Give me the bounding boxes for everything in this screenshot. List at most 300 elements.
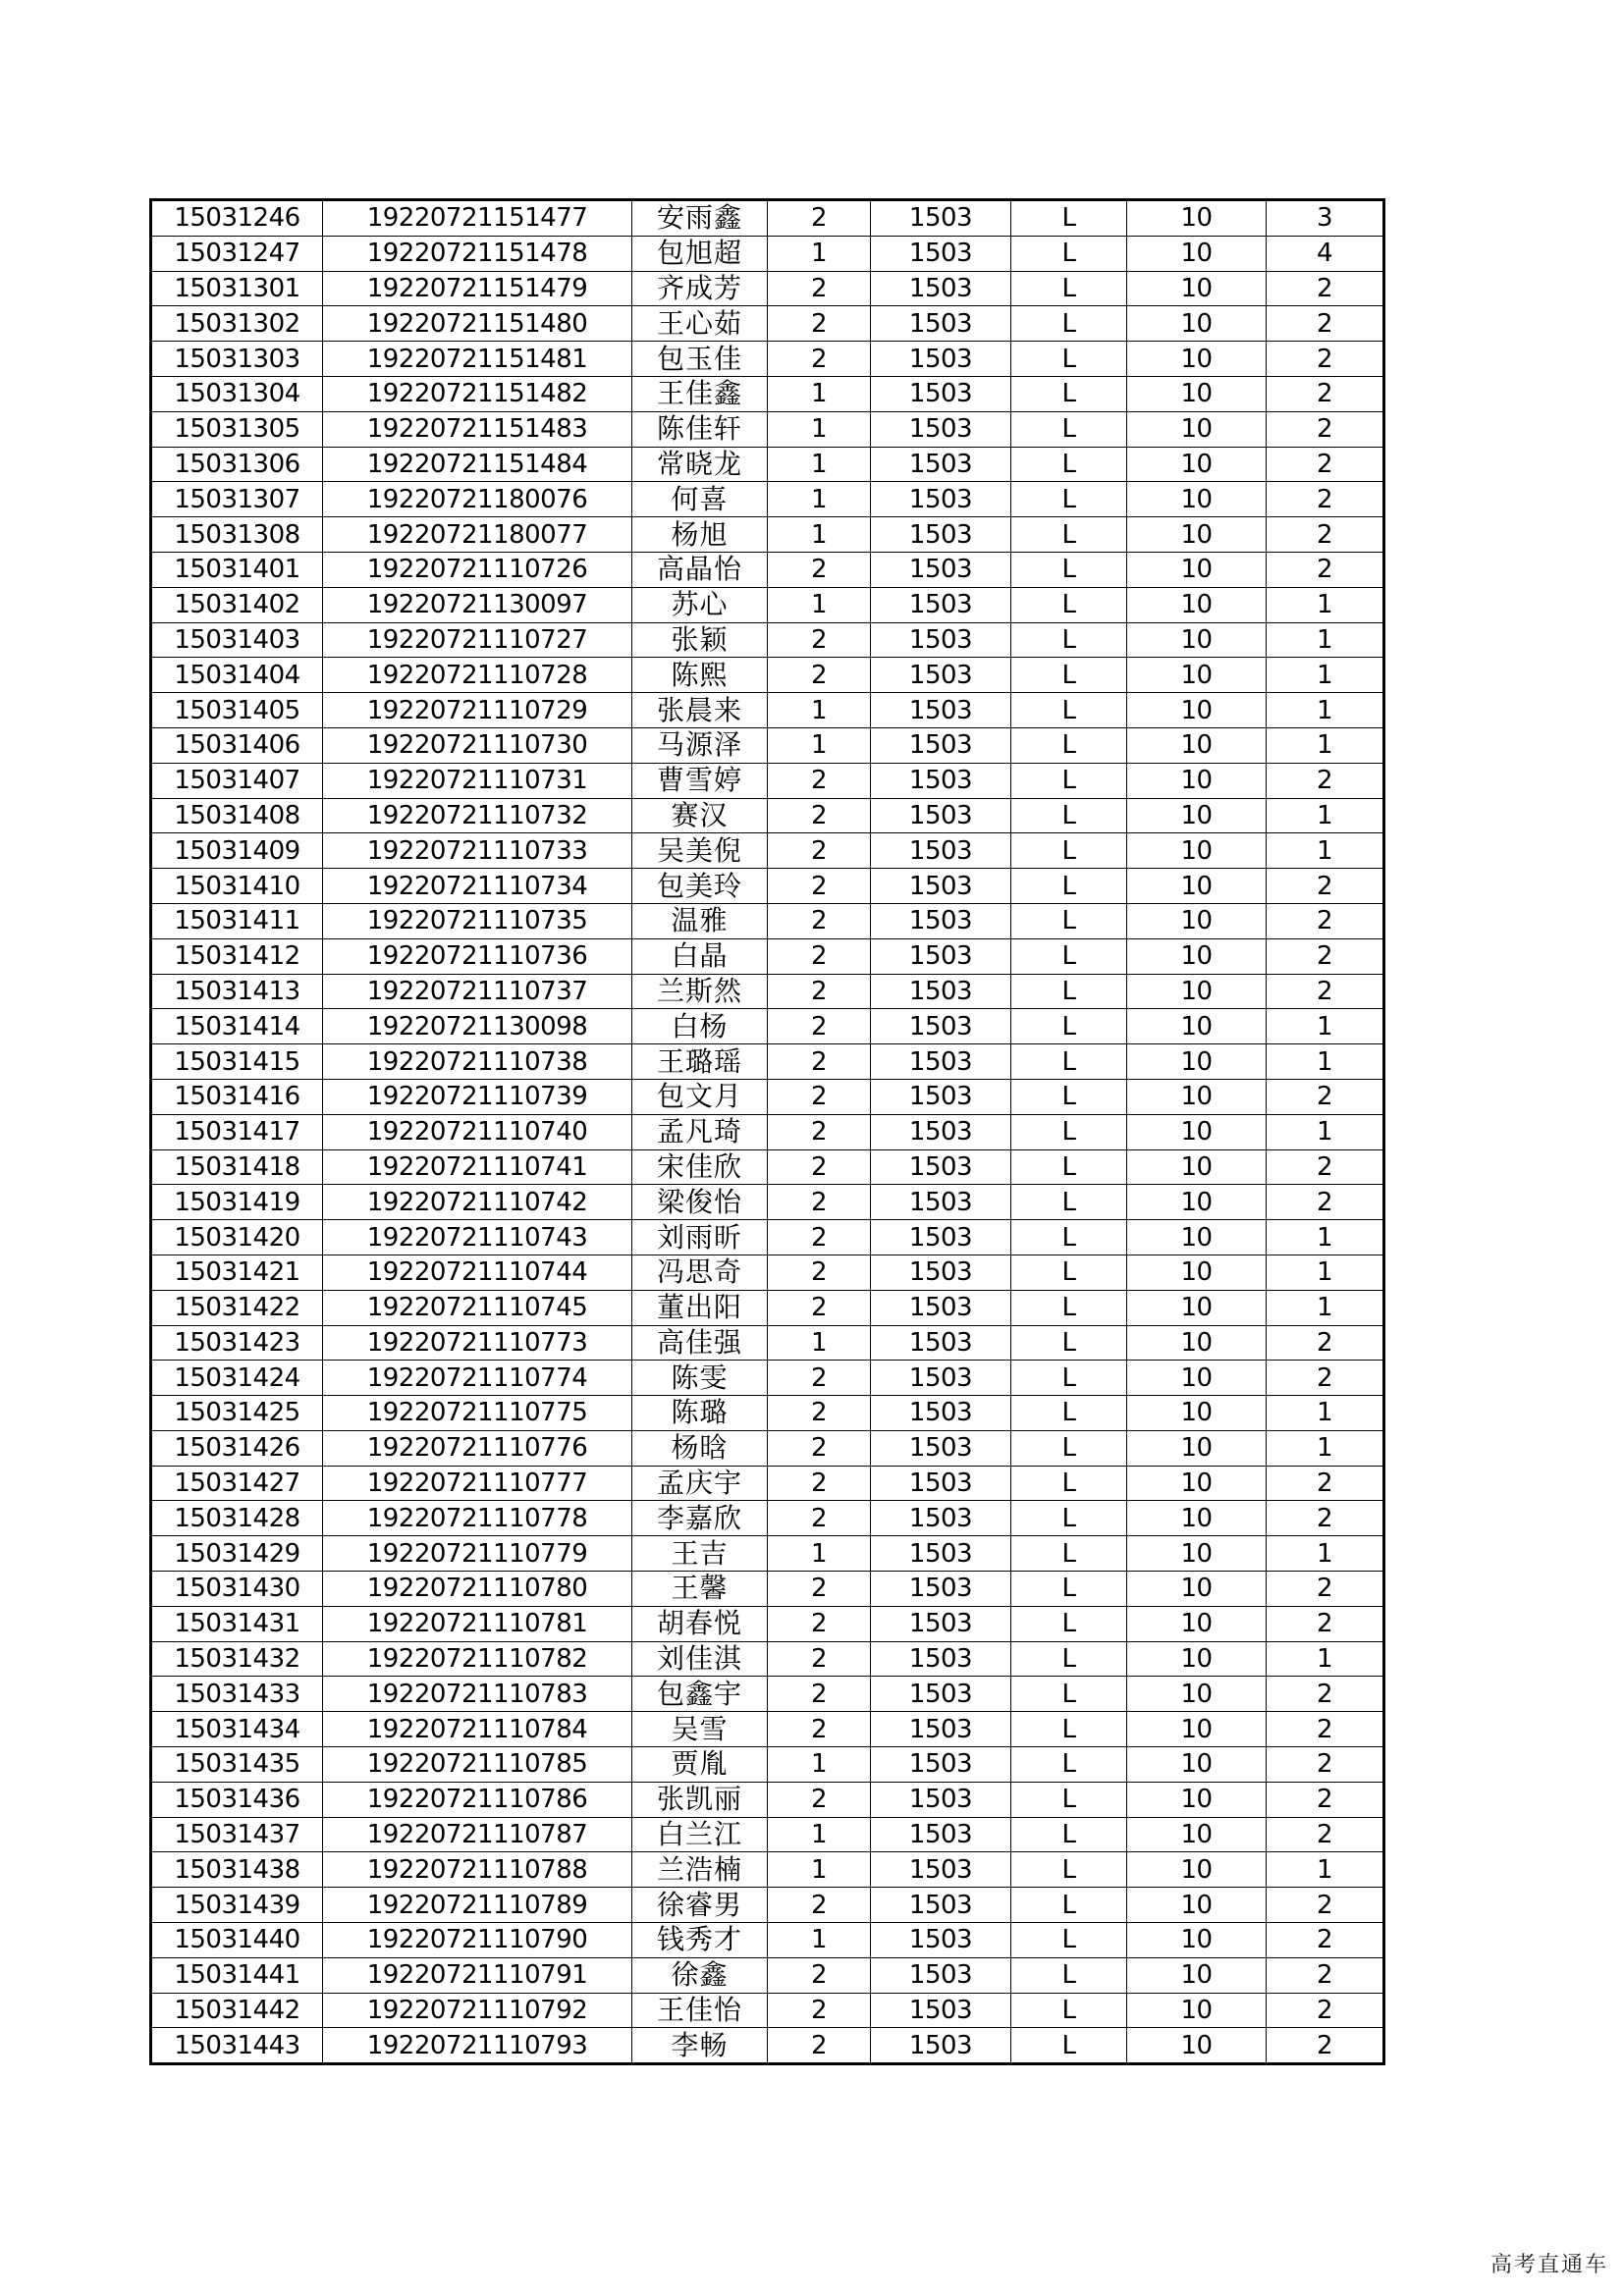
cell-gender-code: 1 <box>768 587 871 622</box>
cell-school-code: 1503 <box>871 1501 1011 1536</box>
table-row <box>151 833 1384 869</box>
cell-gender-code: 2 <box>768 1149 871 1185</box>
cell-gender-code: 1 <box>768 411 871 447</box>
cell-school-code: 1503 <box>871 1361 1011 1396</box>
cell-grade-code: 10 <box>1127 342 1267 377</box>
cell-candidate-number: 19220721110736 <box>323 938 632 974</box>
cell-name: 高佳强 <box>632 1325 768 1361</box>
table-row <box>151 1009 1384 1044</box>
cell-school-code: 1503 <box>871 1993 1011 2028</box>
cell-group-code: 1 <box>1267 1220 1384 1255</box>
cell-grade-code: 10 <box>1127 763 1267 798</box>
cell-track: L <box>1011 411 1127 447</box>
cell-name: 王心茹 <box>632 306 768 342</box>
table-row <box>151 727 1384 763</box>
cell-group-code: 2 <box>1267 903 1384 938</box>
cell-gender-code: 2 <box>768 1185 871 1220</box>
cell-track: L <box>1011 306 1127 342</box>
cell-exam-seat-id: 15031430 <box>151 1572 323 1607</box>
cell-grade-code: 10 <box>1127 517 1267 553</box>
cell-gender-code: 2 <box>768 763 871 798</box>
cell-candidate-number: 19220721110774 <box>323 1361 632 1396</box>
cell-group-code: 2 <box>1267 974 1384 1009</box>
cell-track: L <box>1011 1817 1127 1852</box>
table-row <box>151 1466 1384 1501</box>
cell-exam-seat-id: 15031439 <box>151 1888 323 1923</box>
table-row <box>151 1149 1384 1185</box>
cell-group-code: 3 <box>1267 200 1384 237</box>
cell-candidate-number: 19220721110786 <box>323 1782 632 1817</box>
cell-school-code: 1503 <box>871 552 1011 587</box>
cell-school-code: 1503 <box>871 1641 1011 1677</box>
cell-track: L <box>1011 1044 1127 1080</box>
cell-track: L <box>1011 482 1127 517</box>
table-row <box>151 1325 1384 1361</box>
cell-gender-code: 2 <box>768 2028 871 2064</box>
cell-name: 兰斯然 <box>632 974 768 1009</box>
cell-grade-code: 10 <box>1127 1361 1267 1396</box>
cell-name: 白晶 <box>632 938 768 974</box>
cell-grade-code: 10 <box>1127 622 1267 658</box>
cell-grade-code: 10 <box>1127 587 1267 622</box>
cell-track: L <box>1011 1361 1127 1396</box>
table-row <box>151 1501 1384 1536</box>
table-row <box>151 1993 1384 2028</box>
cell-gender-code: 2 <box>768 903 871 938</box>
cell-exam-seat-id: 15031412 <box>151 938 323 974</box>
cell-track: L <box>1011 658 1127 693</box>
cell-exam-seat-id: 15031429 <box>151 1536 323 1572</box>
cell-candidate-number: 19220721110729 <box>323 693 632 728</box>
cell-grade-code: 10 <box>1127 693 1267 728</box>
cell-candidate-number: 19220721110790 <box>323 1923 632 1958</box>
cell-candidate-number: 19220721110787 <box>323 1817 632 1852</box>
cell-candidate-number: 19220721110793 <box>323 2028 632 2064</box>
cell-gender-code: 1 <box>768 1536 871 1572</box>
cell-exam-seat-id: 15031408 <box>151 798 323 833</box>
cell-group-code: 2 <box>1267 1782 1384 1817</box>
cell-school-code: 1503 <box>871 306 1011 342</box>
cell-exam-seat-id: 15031302 <box>151 306 323 342</box>
cell-group-code: 2 <box>1267 1888 1384 1923</box>
cell-group-code: 2 <box>1267 271 1384 306</box>
cell-track: L <box>1011 1536 1127 1572</box>
cell-name: 刘佳淇 <box>632 1641 768 1677</box>
cell-grade-code: 10 <box>1127 482 1267 517</box>
table-row <box>151 1220 1384 1255</box>
cell-school-code: 1503 <box>871 1396 1011 1431</box>
cell-school-code: 1503 <box>871 693 1011 728</box>
cell-grade-code: 10 <box>1127 2028 1267 2064</box>
cell-group-code: 2 <box>1267 482 1384 517</box>
table-row <box>151 1430 1384 1466</box>
table-row <box>151 903 1384 938</box>
cell-track: L <box>1011 1079 1127 1114</box>
cell-track: L <box>1011 376 1127 411</box>
cell-gender-code: 1 <box>768 1747 871 1783</box>
cell-gender-code: 2 <box>768 1079 871 1114</box>
cell-candidate-number: 19220721110735 <box>323 903 632 938</box>
cell-exam-seat-id: 15031436 <box>151 1782 323 1817</box>
cell-school-code: 1503 <box>871 1536 1011 1572</box>
cell-track: L <box>1011 1114 1127 1149</box>
cell-school-code: 1503 <box>871 517 1011 553</box>
cell-grade-code: 10 <box>1127 1536 1267 1572</box>
table-row <box>151 938 1384 974</box>
cell-grade-code: 10 <box>1127 1185 1267 1220</box>
cell-name: 齐成芳 <box>632 271 768 306</box>
cell-school-code: 1503 <box>871 1149 1011 1185</box>
cell-gender-code: 2 <box>768 1396 871 1431</box>
cell-gender-code: 1 <box>768 517 871 553</box>
cell-name: 冯思奇 <box>632 1255 768 1290</box>
cell-name: 吴美倪 <box>632 833 768 869</box>
table-row <box>151 376 1384 411</box>
cell-grade-code: 10 <box>1127 869 1267 904</box>
cell-name: 李嘉欣 <box>632 1501 768 1536</box>
cell-group-code: 1 <box>1267 833 1384 869</box>
cell-exam-seat-id: 15031307 <box>151 482 323 517</box>
cell-grade-code: 10 <box>1127 1396 1267 1431</box>
table-row <box>151 1817 1384 1852</box>
cell-group-code: 2 <box>1267 447 1384 482</box>
cell-candidate-number: 19220721110785 <box>323 1747 632 1783</box>
cell-grade-code: 10 <box>1127 1114 1267 1149</box>
cell-gender-code: 2 <box>768 306 871 342</box>
watermark-text: 高考直通车 <box>1489 2253 1608 2277</box>
table-row <box>151 1079 1384 1114</box>
cell-exam-seat-id: 15031301 <box>151 271 323 306</box>
roster-table <box>149 198 1385 2065</box>
cell-name: 刘雨昕 <box>632 1220 768 1255</box>
cell-group-code: 2 <box>1267 1957 1384 1993</box>
cell-name: 高晶怡 <box>632 552 768 587</box>
cell-name: 陈熙 <box>632 658 768 693</box>
cell-name: 吴雪 <box>632 1712 768 1747</box>
cell-gender-code: 1 <box>768 1852 871 1888</box>
cell-name: 钱秀才 <box>632 1923 768 1958</box>
cell-candidate-number: 19220721110731 <box>323 763 632 798</box>
cell-group-code: 2 <box>1267 1079 1384 1114</box>
cell-candidate-number: 19220721110777 <box>323 1466 632 1501</box>
cell-exam-seat-id: 15031434 <box>151 1712 323 1747</box>
cell-track: L <box>1011 727 1127 763</box>
table-row <box>151 974 1384 1009</box>
table-row <box>151 552 1384 587</box>
table-row <box>151 306 1384 342</box>
cell-school-code: 1503 <box>871 798 1011 833</box>
cell-grade-code: 10 <box>1127 1993 1267 2028</box>
cell-group-code: 2 <box>1267 1712 1384 1747</box>
cell-grade-code: 10 <box>1127 1888 1267 1923</box>
cell-grade-code: 10 <box>1127 1712 1267 1747</box>
cell-name: 张凯丽 <box>632 1782 768 1817</box>
cell-track: L <box>1011 1888 1127 1923</box>
cell-school-code: 1503 <box>871 236 1011 271</box>
cell-school-code: 1503 <box>871 1466 1011 1501</box>
cell-group-code: 1 <box>1267 1430 1384 1466</box>
cell-exam-seat-id: 15031432 <box>151 1641 323 1677</box>
cell-exam-seat-id: 15031428 <box>151 1501 323 1536</box>
cell-gender-code: 2 <box>768 1255 871 1290</box>
cell-candidate-number: 19220721110792 <box>323 1993 632 2028</box>
cell-gender-code: 2 <box>768 974 871 1009</box>
cell-school-code: 1503 <box>871 1572 1011 1607</box>
cell-grade-code: 10 <box>1127 1501 1267 1536</box>
cell-exam-seat-id: 15031247 <box>151 236 323 271</box>
cell-group-code: 2 <box>1267 1325 1384 1361</box>
cell-exam-seat-id: 15031406 <box>151 727 323 763</box>
cell-grade-code: 10 <box>1127 1220 1267 1255</box>
cell-track: L <box>1011 2028 1127 2064</box>
cell-candidate-number: 19220721110732 <box>323 798 632 833</box>
cell-candidate-number: 19220721110726 <box>323 552 632 587</box>
cell-school-code: 1503 <box>871 622 1011 658</box>
cell-candidate-number: 19220721110782 <box>323 1641 632 1677</box>
cell-grade-code: 10 <box>1127 1044 1267 1080</box>
cell-exam-seat-id: 15031438 <box>151 1852 323 1888</box>
cell-candidate-number: 19220721110780 <box>323 1572 632 1607</box>
cell-candidate-number: 19220721151482 <box>323 376 632 411</box>
cell-name: 陈雯 <box>632 1361 768 1396</box>
cell-track: L <box>1011 1325 1127 1361</box>
cell-exam-seat-id: 15031405 <box>151 693 323 728</box>
cell-school-code: 1503 <box>871 1712 1011 1747</box>
cell-name: 包鑫宇 <box>632 1677 768 1712</box>
cell-school-code: 1503 <box>871 938 1011 974</box>
cell-grade-code: 10 <box>1127 938 1267 974</box>
cell-grade-code: 10 <box>1127 271 1267 306</box>
cell-exam-seat-id: 15031409 <box>151 833 323 869</box>
cell-grade-code: 10 <box>1127 1255 1267 1290</box>
cell-track: L <box>1011 974 1127 1009</box>
cell-candidate-number: 19220721151483 <box>323 411 632 447</box>
cell-grade-code: 10 <box>1127 1923 1267 1958</box>
cell-group-code: 1 <box>1267 658 1384 693</box>
cell-gender-code: 2 <box>768 869 871 904</box>
cell-school-code: 1503 <box>871 1677 1011 1712</box>
cell-school-code: 1503 <box>871 1606 1011 1641</box>
cell-exam-seat-id: 15031431 <box>151 1606 323 1641</box>
cell-exam-seat-id: 15031426 <box>151 1430 323 1466</box>
cell-gender-code: 2 <box>768 938 871 974</box>
cell-exam-seat-id: 15031401 <box>151 552 323 587</box>
cell-group-code: 1 <box>1267 1396 1384 1431</box>
cell-group-code: 2 <box>1267 2028 1384 2064</box>
cell-candidate-number: 19220721110733 <box>323 833 632 869</box>
cell-school-code: 1503 <box>871 763 1011 798</box>
cell-candidate-number: 19220721110738 <box>323 1044 632 1080</box>
cell-group-code: 1 <box>1267 1852 1384 1888</box>
cell-group-code: 2 <box>1267 411 1384 447</box>
cell-exam-seat-id: 15031410 <box>151 869 323 904</box>
cell-group-code: 2 <box>1267 869 1384 904</box>
table-row <box>151 1888 1384 1923</box>
table-row <box>151 1396 1384 1431</box>
cell-gender-code: 2 <box>768 1957 871 1993</box>
table-row <box>151 1747 1384 1783</box>
cell-gender-code: 1 <box>768 1923 871 1958</box>
cell-school-code: 1503 <box>871 1044 1011 1080</box>
cell-school-code: 1503 <box>871 1114 1011 1149</box>
cell-group-code: 2 <box>1267 1923 1384 1958</box>
cell-school-code: 1503 <box>871 658 1011 693</box>
cell-name: 常晓龙 <box>632 447 768 482</box>
cell-track: L <box>1011 1220 1127 1255</box>
cell-school-code: 1503 <box>871 1009 1011 1044</box>
cell-school-code: 1503 <box>871 587 1011 622</box>
cell-school-code: 1503 <box>871 1923 1011 1958</box>
cell-grade-code: 10 <box>1127 1782 1267 1817</box>
cell-gender-code: 2 <box>768 658 871 693</box>
cell-gender-code: 2 <box>768 1220 871 1255</box>
cell-group-code: 2 <box>1267 1185 1384 1220</box>
cell-school-code: 1503 <box>871 447 1011 482</box>
cell-gender-code: 2 <box>768 1993 871 2028</box>
cell-name: 温雅 <box>632 903 768 938</box>
cell-gender-code: 1 <box>768 447 871 482</box>
cell-gender-code: 2 <box>768 1888 871 1923</box>
cell-name: 宋佳欣 <box>632 1149 768 1185</box>
cell-track: L <box>1011 271 1127 306</box>
cell-exam-seat-id: 15031418 <box>151 1149 323 1185</box>
cell-grade-code: 10 <box>1127 236 1267 271</box>
cell-gender-code: 2 <box>768 271 871 306</box>
cell-track: L <box>1011 200 1127 237</box>
cell-name: 王璐瑶 <box>632 1044 768 1080</box>
table-row <box>151 1044 1384 1080</box>
cell-school-code: 1503 <box>871 833 1011 869</box>
cell-gender-code: 2 <box>768 1572 871 1607</box>
table-row <box>151 1361 1384 1396</box>
cell-group-code: 1 <box>1267 1641 1384 1677</box>
cell-group-code: 4 <box>1267 236 1384 271</box>
table-row <box>151 763 1384 798</box>
cell-track: L <box>1011 798 1127 833</box>
cell-candidate-number: 19220721151484 <box>323 447 632 482</box>
cell-grade-code: 10 <box>1127 1149 1267 1185</box>
cell-track: L <box>1011 1572 1127 1607</box>
cell-candidate-number: 19220721151480 <box>323 306 632 342</box>
cell-track: L <box>1011 1923 1127 1958</box>
cell-track: L <box>1011 1852 1127 1888</box>
cell-candidate-number: 19220721110778 <box>323 1501 632 1536</box>
cell-candidate-number: 19220721110730 <box>323 727 632 763</box>
cell-track: L <box>1011 1255 1127 1290</box>
cell-exam-seat-id: 15031427 <box>151 1466 323 1501</box>
cell-candidate-number: 19220721151479 <box>323 271 632 306</box>
table-row <box>151 869 1384 904</box>
cell-name: 杨晗 <box>632 1430 768 1466</box>
cell-gender-code: 1 <box>768 376 871 411</box>
cell-school-code: 1503 <box>871 1782 1011 1817</box>
cell-exam-seat-id: 15031306 <box>151 447 323 482</box>
table-row <box>151 1852 1384 1888</box>
cell-grade-code: 10 <box>1127 658 1267 693</box>
cell-candidate-number: 19220721110737 <box>323 974 632 1009</box>
cell-name: 陈璐 <box>632 1396 768 1431</box>
cell-exam-seat-id: 15031441 <box>151 1957 323 1993</box>
cell-gender-code: 2 <box>768 833 871 869</box>
cell-group-code: 2 <box>1267 306 1384 342</box>
cell-candidate-number: 19220721110776 <box>323 1430 632 1466</box>
cell-school-code: 1503 <box>871 1957 1011 1993</box>
cell-school-code: 1503 <box>871 1430 1011 1466</box>
cell-name: 曹雪婷 <box>632 763 768 798</box>
cell-name: 王佳怡 <box>632 1993 768 2028</box>
cell-group-code: 2 <box>1267 763 1384 798</box>
table-row <box>151 693 1384 728</box>
cell-grade-code: 10 <box>1127 1747 1267 1783</box>
cell-name: 何喜 <box>632 482 768 517</box>
cell-name: 孟凡琦 <box>632 1114 768 1149</box>
cell-candidate-number: 19220721110775 <box>323 1396 632 1431</box>
cell-grade-code: 10 <box>1127 1641 1267 1677</box>
cell-group-code: 2 <box>1267 1677 1384 1712</box>
cell-grade-code: 10 <box>1127 552 1267 587</box>
table-row <box>151 1677 1384 1712</box>
cell-gender-code: 2 <box>768 1290 871 1325</box>
cell-exam-seat-id: 15031403 <box>151 622 323 658</box>
table-row <box>151 1290 1384 1325</box>
cell-track: L <box>1011 869 1127 904</box>
cell-school-code: 1503 <box>871 1817 1011 1852</box>
cell-candidate-number: 19220721130098 <box>323 1009 632 1044</box>
cell-candidate-number: 19220721110745 <box>323 1290 632 1325</box>
cell-grade-code: 10 <box>1127 1572 1267 1607</box>
cell-candidate-number: 19220721151478 <box>323 236 632 271</box>
cell-name: 安雨鑫 <box>632 200 768 237</box>
cell-exam-seat-id: 15031440 <box>151 1923 323 1958</box>
table-row <box>151 271 1384 306</box>
cell-group-code: 2 <box>1267 1993 1384 2028</box>
cell-gender-code: 2 <box>768 1501 871 1536</box>
cell-exam-seat-id: 15031246 <box>151 200 323 237</box>
cell-track: L <box>1011 447 1127 482</box>
cell-group-code: 2 <box>1267 342 1384 377</box>
cell-school-code: 1503 <box>871 974 1011 1009</box>
cell-grade-code: 10 <box>1127 903 1267 938</box>
table-row <box>151 1923 1384 1958</box>
cell-candidate-number: 19220721151481 <box>323 342 632 377</box>
cell-exam-seat-id: 15031443 <box>151 2028 323 2064</box>
cell-track: L <box>1011 1993 1127 2028</box>
cell-gender-code: 1 <box>768 236 871 271</box>
cell-group-code: 1 <box>1267 798 1384 833</box>
cell-school-code: 1503 <box>871 200 1011 237</box>
table-row <box>151 411 1384 447</box>
cell-school-code: 1503 <box>871 1255 1011 1290</box>
cell-track: L <box>1011 1290 1127 1325</box>
cell-grade-code: 10 <box>1127 798 1267 833</box>
cell-gender-code: 1 <box>768 727 871 763</box>
cell-gender-code: 2 <box>768 1361 871 1396</box>
cell-gender-code: 2 <box>768 342 871 377</box>
cell-name: 李畅 <box>632 2028 768 2064</box>
cell-candidate-number: 19220721110734 <box>323 869 632 904</box>
cell-school-code: 1503 <box>871 342 1011 377</box>
table-row <box>151 517 1384 553</box>
cell-school-code: 1503 <box>871 271 1011 306</box>
cell-candidate-number: 19220721110743 <box>323 1220 632 1255</box>
cell-gender-code: 2 <box>768 1114 871 1149</box>
cell-track: L <box>1011 1712 1127 1747</box>
cell-track: L <box>1011 763 1127 798</box>
cell-name: 徐鑫 <box>632 1957 768 1993</box>
cell-candidate-number: 19220721180076 <box>323 482 632 517</box>
cell-school-code: 1503 <box>871 1852 1011 1888</box>
cell-school-code: 1503 <box>871 411 1011 447</box>
